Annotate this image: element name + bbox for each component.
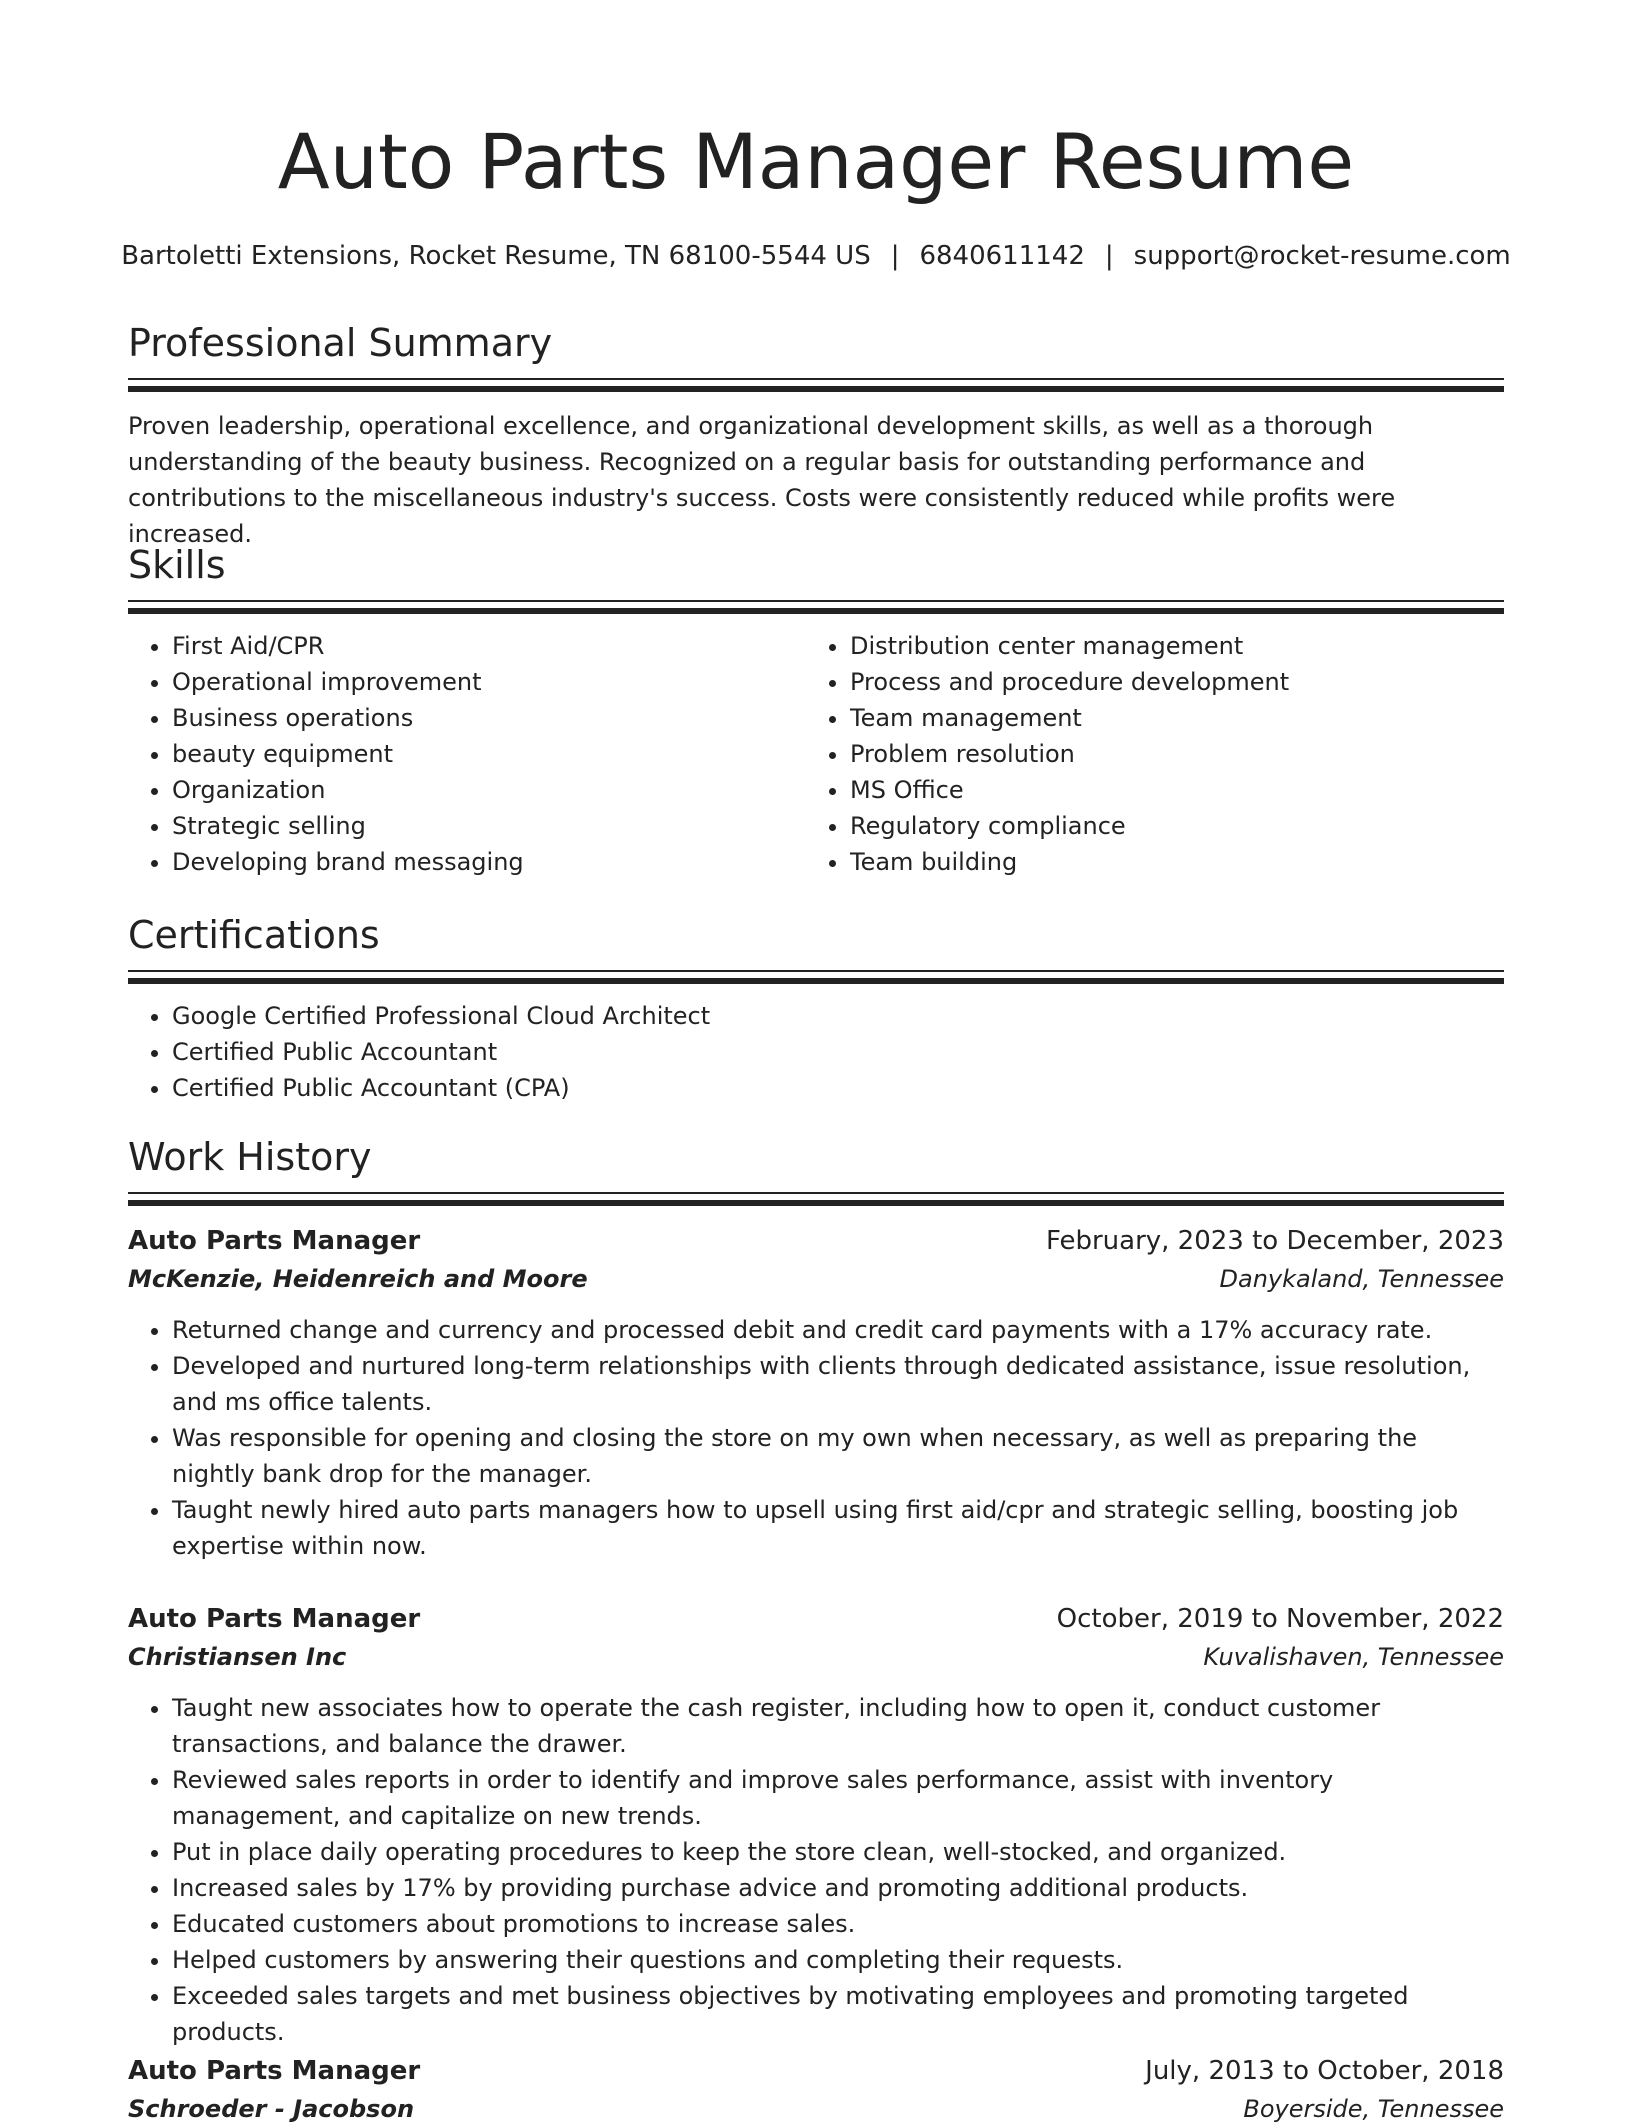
job-bullet: • Taught new associates how to operate the cash register, including how to open it, conduct customer transactions, and balance the drawer. <box>172 1690 1504 1762</box>
job-location: Danykaland, Tennessee <box>1219 1265 1504 1293</box>
section-divider <box>128 1200 1504 1206</box>
contact-separator: | <box>890 241 900 271</box>
contact-line <box>0 238 1632 274</box>
job-title: Auto Parts Manager <box>128 2056 421 2086</box>
skill-item: • Organization <box>172 772 806 808</box>
section-divider <box>128 1192 1504 1194</box>
job-bullet: • Taught newly hired auto parts managers how to upsell using first aid/cpr and strategic selling, boosting job expertise within now. <box>172 1492 1504 1564</box>
job-bullet: • Put in place daily operating procedures to keep the store clean, well-stocked, and organized. <box>172 1834 1504 1870</box>
job-entry <box>128 2052 1504 2128</box>
summary-heading: Professional Summary <box>128 321 553 365</box>
skill-item: • Strategic selling <box>172 808 806 844</box>
job-location: Boyerside, Tennessee <box>1243 2095 1504 2123</box>
section-divider <box>128 608 1504 614</box>
skill-item: • Operational improvement <box>172 664 806 700</box>
job-bullet: • Educated customers about promotions to increase sales. <box>172 1906 1504 1942</box>
job-dates: February, 2023 to December, 2023 <box>1045 1226 1504 1256</box>
contact-email: support@rocket-resume.com <box>1133 241 1511 271</box>
skill-item: • MS Office <box>850 772 1484 808</box>
skill-item: • Business operations <box>172 700 806 736</box>
certification-item: • Google Certified Professional Cloud Architect <box>172 998 1504 1034</box>
certifications-section <box>128 910 1504 1106</box>
certification-item: • Certified Public Accountant (CPA) <box>172 1070 1504 1106</box>
section-divider <box>128 978 1504 984</box>
job-dates: October, 2019 to November, 2022 <box>1056 1604 1504 1634</box>
skills-heading: Skills <box>128 543 226 587</box>
section-divider <box>128 386 1504 392</box>
job-entry <box>128 1600 1504 2050</box>
job-bullet: • Returned change and currency and processed debit and credit card payments with a 17% accuracy rate. <box>172 1312 1504 1348</box>
contact-address: Bartoletti Extensions, Rocket Resume, TN 68100-5544 US <box>121 241 871 271</box>
job-dates: July, 2013 to October, 2018 <box>1145 2056 1504 2086</box>
skill-item: • First Aid/CPR <box>172 628 806 664</box>
work-history-heading: Work History <box>128 1135 372 1179</box>
section-divider <box>128 600 1504 602</box>
summary-section <box>128 318 1504 552</box>
skill-item: • beauty equipment <box>172 736 806 772</box>
skill-item: • Problem resolution <box>850 736 1484 772</box>
skill-item: • Team building <box>850 844 1484 880</box>
skills-section <box>128 540 1504 880</box>
job-entry <box>128 1222 1504 1564</box>
job-bullet: • Was responsible for opening and closing the store on my own when necessary, as well as preparing the nightly bank drop for the manager. <box>172 1420 1504 1492</box>
resume-title: Auto Parts Manager Resume <box>277 117 1355 206</box>
skills-column-right <box>806 628 1484 880</box>
job-location: Kuvalishaven, Tennessee <box>1203 1643 1504 1671</box>
job-title: Auto Parts Manager <box>128 1226 421 1256</box>
skill-item: • Process and procedure development <box>850 664 1484 700</box>
work-history-section <box>128 1132 1504 1206</box>
job-bullet: • Reviewed sales reports in order to identify and improve sales performance, assist with inventory management, and capitalize on new trends. <box>172 1762 1504 1834</box>
certifications-heading: Certifications <box>128 913 380 957</box>
skill-item: • Developing brand messaging <box>172 844 806 880</box>
skill-item: • Distribution center management <box>850 628 1484 664</box>
skills-grid <box>128 628 1504 880</box>
section-divider <box>128 970 1504 972</box>
summary-text: Proven leadership, operational excellence, and organizational development skills, as well as a thorough understanding of the beauty business. Recognized on a regular basis for outstanding performance and contributions to the miscellaneous industry's success. Costs were consistently reduced while profits were increased. <box>128 412 1396 548</box>
job-company: McKenzie, Heidenreich and Moore <box>128 1265 588 1293</box>
skill-item: • Team management <box>850 700 1484 736</box>
skill-item: • Regulatory compliance <box>850 808 1484 844</box>
job-bullet: • Increased sales by 17% by providing purchase advice and promoting additional products. <box>172 1870 1504 1906</box>
skills-column-left <box>128 628 806 880</box>
job-bullet: • Exceeded sales targets and met business objectives by motivating employees and promoting targeted products. <box>172 1978 1504 2050</box>
job-bullet: • Helped customers by answering their questions and completing their requests. <box>172 1942 1504 1978</box>
job-company: Christiansen Inc <box>128 1643 347 1671</box>
contact-separator: | <box>1104 241 1114 271</box>
certification-item: • Certified Public Accountant <box>172 1034 1504 1070</box>
job-title: Auto Parts Manager <box>128 1604 421 1634</box>
job-company: Schroeder - Jacobson <box>128 2095 415 2123</box>
job-bullet: • Developed and nurtured long-term relationships with clients through dedicated assistance, issue resolution, and ms office talents. <box>172 1348 1504 1420</box>
section-divider <box>128 378 1504 380</box>
contact-phone: 6840611142 <box>919 241 1085 271</box>
